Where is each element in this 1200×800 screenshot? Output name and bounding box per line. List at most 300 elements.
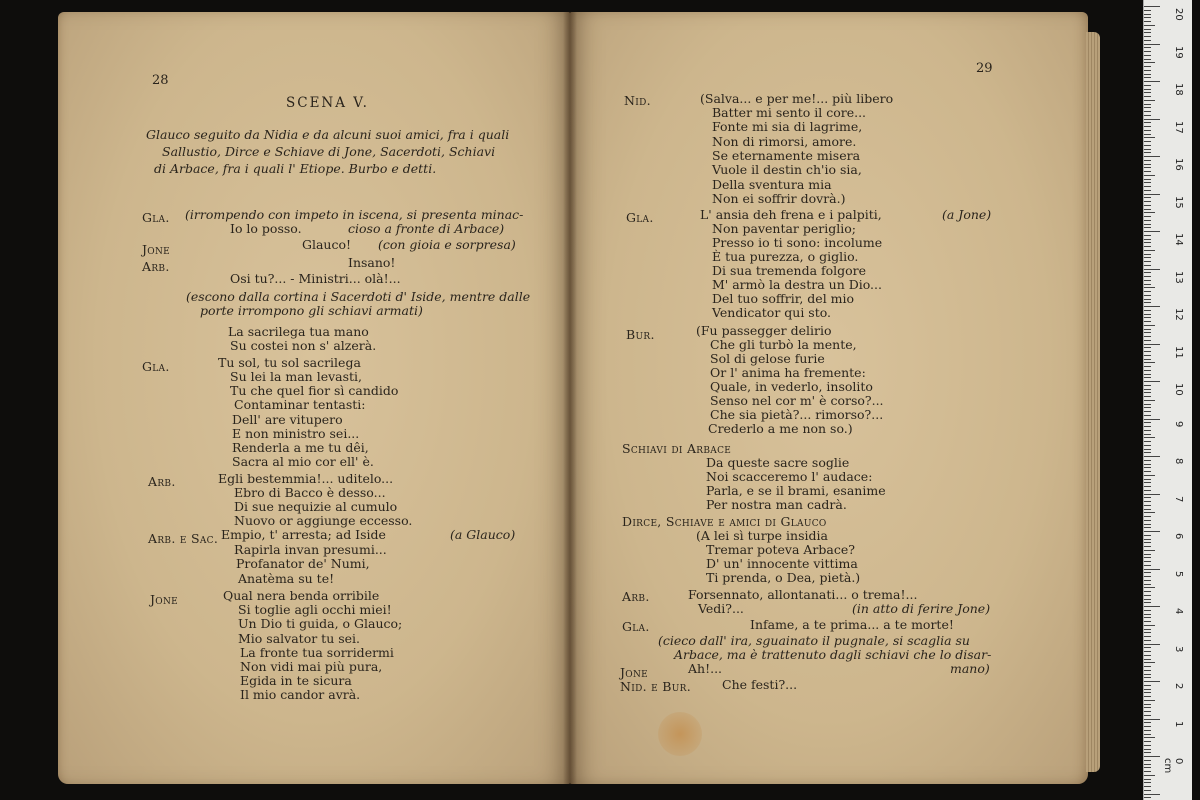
ruler-tick <box>1144 430 1151 431</box>
ruler-tick <box>1144 745 1151 746</box>
ruler-tick <box>1144 482 1151 483</box>
verse-line: Insano! <box>348 255 396 270</box>
verse-line: (A lei sì turpe insidia <box>696 528 828 543</box>
verse-line: Tu che quel fior sì candido <box>230 383 399 398</box>
speaker-label: Arb. <box>148 474 176 489</box>
ruler-number: 11 <box>1173 345 1184 359</box>
verse-line: Io lo posso. <box>230 221 302 236</box>
ruler-tick <box>1144 734 1151 735</box>
ruler-tick <box>1144 520 1151 521</box>
ruler-tick <box>1144 205 1151 206</box>
ruler-tick <box>1144 156 1160 157</box>
left-page <box>58 12 570 784</box>
ruler-tick <box>1144 194 1160 195</box>
verse-line: D' un' innocente vittima <box>706 556 858 571</box>
ruler-tick <box>1144 362 1155 363</box>
ruler-tick <box>1144 666 1151 667</box>
ruler-tick <box>1144 355 1151 356</box>
ruler-tick <box>1144 610 1151 611</box>
ruler-number: 5 <box>1173 570 1184 577</box>
ruler-tick <box>1144 77 1151 78</box>
ruler-tick <box>1144 632 1151 633</box>
ruler-tick <box>1144 460 1151 461</box>
stage-direction: (a Jone) <box>942 207 992 222</box>
stage-direction: Arbace, ma è trattenuto dagli schiavi che lo disar- <box>674 647 992 662</box>
ruler-tick <box>1144 689 1151 690</box>
ruler-tick <box>1144 602 1151 603</box>
speaker-label: Gla. <box>622 619 650 634</box>
verse-line: Noi scacceremo l' audace: <box>706 469 873 484</box>
ruler-tick <box>1144 329 1151 330</box>
ruler-tick <box>1144 36 1151 37</box>
ruler-tick <box>1144 591 1151 592</box>
ruler-tick <box>1144 479 1151 480</box>
ruler-tick <box>1144 340 1151 341</box>
verse-line: Se eternamente misera <box>712 148 861 163</box>
ruler-tick <box>1144 606 1160 607</box>
ruler-number: 8 <box>1173 458 1184 465</box>
ruler-tick <box>1144 257 1151 258</box>
ruler-tick <box>1144 332 1151 333</box>
ruler-tick <box>1144 644 1160 645</box>
ruler-tick <box>1144 74 1151 75</box>
verse-line: Vedi?... <box>698 601 744 616</box>
ruler-tick <box>1144 767 1151 768</box>
ruler-tick <box>1144 775 1155 776</box>
verse-line: Fonte mi sia di lagrime, <box>712 119 863 134</box>
page-number: 28 <box>152 73 169 88</box>
ruler-tick <box>1144 70 1151 71</box>
ruler-tick <box>1144 96 1151 97</box>
ruler-tick <box>1144 794 1160 795</box>
verse-line: Il mio candor avrà. <box>240 687 361 702</box>
verse-line: Osi tu?... - Ministri... olà!... <box>230 271 401 286</box>
verse-line: Or l' anima ha fremente: <box>710 365 866 380</box>
ruler-tick <box>1144 145 1151 146</box>
ruler-tick <box>1144 700 1155 701</box>
ruler-tick <box>1144 599 1151 600</box>
ruler-tick <box>1144 381 1160 382</box>
ruler-tick <box>1144 471 1151 472</box>
ruler-tick <box>1144 160 1151 161</box>
ruler-tick <box>1144 104 1151 105</box>
ruler-tick <box>1144 269 1160 270</box>
ruler-tick <box>1144 119 1160 120</box>
ruler-tick <box>1144 531 1160 532</box>
ruler-tick <box>1144 441 1151 442</box>
speaker-label: Arb. <box>622 589 650 604</box>
ruler-tick <box>1144 677 1151 678</box>
ruler-tick <box>1144 280 1151 281</box>
verse-line: Su lei la man levasti, <box>230 369 363 384</box>
verse-line: Egli bestemmia!... uditelo... <box>218 471 394 486</box>
ruler-tick <box>1144 404 1151 405</box>
ruler-tick <box>1144 152 1151 153</box>
verse-line: E non ministro sei... <box>232 426 360 441</box>
verse-line: Qual nera benda orribile <box>223 588 380 603</box>
stage-direction: (con gioia e sorpresa) <box>378 237 516 252</box>
verse-line: Empio, t' arresta; ad Iside <box>221 527 386 542</box>
ruler-tick <box>1144 212 1155 213</box>
ruler-tick <box>1144 276 1151 277</box>
stage-direction: (escono dalla cortina i Sacerdoti d' Iside, mentre dalle <box>186 289 531 304</box>
ruler-tick <box>1144 426 1151 427</box>
ruler-tick <box>1144 434 1151 435</box>
ruler-tick <box>1144 752 1151 753</box>
ruler-tick <box>1144 557 1151 558</box>
ruler-tick <box>1144 186 1151 187</box>
ruler-tick <box>1144 486 1151 487</box>
verse-line: M' armò la destra un Dio... <box>712 277 882 292</box>
ruler-tick <box>1144 287 1155 288</box>
ruler-tick <box>1144 284 1151 285</box>
ruler-tick <box>1144 141 1151 142</box>
ruler-tick <box>1144 107 1151 108</box>
verse-line: Nuovo or aggiunge eccesso. <box>234 513 413 528</box>
ruler-tick <box>1144 749 1151 750</box>
verse-line: Parla, e se il brami, esanime <box>706 483 886 498</box>
ruler-tick <box>1144 55 1151 56</box>
ruler-tick <box>1144 546 1151 547</box>
ruler-tick <box>1144 554 1151 555</box>
ruler-tick <box>1144 464 1151 465</box>
ruler-tick <box>1144 220 1151 221</box>
verse-line: Su costei non s' alzerà. <box>230 338 377 353</box>
ruler-tick <box>1144 171 1151 172</box>
ruler-tick <box>1144 422 1151 423</box>
speaker-label: Arb. <box>142 259 170 274</box>
ruler-tick <box>1144 32 1151 33</box>
ruler-tick <box>1144 587 1155 588</box>
ruler-tick <box>1144 175 1155 176</box>
ruler-tick <box>1144 209 1151 210</box>
verse-line: Anatèma su te! <box>238 571 335 586</box>
verse-line: Di sue nequizie al cumulo <box>234 499 398 514</box>
ruler-tick <box>1144 235 1151 236</box>
verse-line: L' ansia deh frena e i palpiti, <box>700 207 882 222</box>
ruler-tick <box>1144 614 1151 615</box>
verse-line: Di sua tremenda folgore <box>712 263 867 278</box>
ruler-tick <box>1144 415 1151 416</box>
ruler-tick <box>1144 137 1155 138</box>
ruler-tick <box>1144 629 1151 630</box>
ruler-tick <box>1144 295 1151 296</box>
ruler-tick <box>1144 306 1160 307</box>
ruler-tick <box>1144 261 1151 262</box>
ruler-tick <box>1144 385 1151 386</box>
ruler-tick <box>1144 730 1151 731</box>
stage-intro-line: di Arbace, fra i quali l' Etiope. Burbo e detti. <box>154 161 437 176</box>
verse-line: Sol di gelose furie <box>710 351 825 366</box>
ruler-tick <box>1144 321 1151 322</box>
verse-line: Presso io ti sono: incolume <box>712 235 883 250</box>
ruler-tick <box>1144 737 1155 738</box>
ruler-tick <box>1144 756 1160 757</box>
ruler-tick <box>1144 456 1160 457</box>
stage-direction: (irrompendo con impeto in iscena, si presenta minac- <box>185 207 524 222</box>
ruler-tick <box>1144 527 1151 528</box>
ruler-tick <box>1144 227 1151 228</box>
ruler-number: 7 <box>1173 495 1184 502</box>
ruler-tick <box>1144 126 1151 127</box>
book-gutter <box>563 12 577 784</box>
ruler-tick <box>1144 130 1151 131</box>
ruler-tick <box>1144 704 1151 705</box>
ruler-tick <box>1144 692 1151 693</box>
ruler-tick <box>1144 490 1151 491</box>
speaker-label: Gla. <box>626 210 654 225</box>
ruler-tick <box>1144 66 1151 67</box>
ruler-tick <box>1144 25 1155 26</box>
ruler-tick <box>1144 231 1160 232</box>
ruler-tick <box>1144 741 1151 742</box>
ruler-tick <box>1144 797 1151 798</box>
verse-line: Che sia pietà?... rimorso?... <box>710 407 884 422</box>
ruler-tick <box>1144 366 1151 367</box>
ruler-number: 15 <box>1173 195 1184 209</box>
ruler-tick <box>1144 265 1151 266</box>
ruler-tick <box>1144 711 1151 712</box>
ruler-tick <box>1144 92 1151 93</box>
ruler-tick <box>1144 449 1151 450</box>
verse-line: Da queste sacre soglie <box>706 455 850 470</box>
ruler-tick <box>1144 651 1151 652</box>
speaker-label: Gla. <box>142 359 170 374</box>
ruler-tick <box>1144 437 1155 438</box>
ruler-tick <box>1144 411 1151 412</box>
speaker-label: Arb. e Sac. <box>148 531 219 546</box>
stage-direction: (in atto di ferire Jone) <box>852 601 991 616</box>
ruler-number: 9 <box>1173 420 1184 427</box>
ruler-tick <box>1144 392 1151 393</box>
ruler-tick <box>1144 359 1151 360</box>
ruler-tick <box>1144 565 1151 566</box>
ruler-number: 10 <box>1173 383 1184 396</box>
ruler-tick <box>1144 351 1151 352</box>
ruler-tick <box>1144 250 1155 251</box>
verse-line: Glauco! <box>302 237 352 252</box>
ruler-tick <box>1144 509 1151 510</box>
verse-line: Infame, a te prima... a te morte! <box>750 617 954 632</box>
ruler-tick <box>1144 782 1151 783</box>
ruler-tick <box>1144 325 1155 326</box>
ruler-number: 14 <box>1173 233 1184 246</box>
ruler-number: 20 <box>1173 8 1184 21</box>
ruler-tick <box>1144 246 1151 247</box>
verse-line: Vendicator qui sto. <box>712 305 832 320</box>
ruler-tick <box>1144 524 1151 525</box>
ruler-tick <box>1144 59 1151 60</box>
ruler-number: 3 <box>1173 645 1184 652</box>
verse-line: Della sventura mia <box>712 177 832 192</box>
ruler-tick <box>1144 6 1160 7</box>
ruler-tick <box>1144 576 1151 577</box>
ruler-tick <box>1144 617 1151 618</box>
ruler-tick <box>1144 445 1151 446</box>
ruler-tick <box>1144 475 1155 476</box>
ruler-tick <box>1144 542 1151 543</box>
ruler-tick <box>1144 569 1160 570</box>
verse-line: Per nostra man cadrà. <box>706 497 847 512</box>
ruler-tick <box>1144 719 1160 720</box>
foxing-stain <box>658 712 702 756</box>
ruler-tick <box>1144 100 1155 101</box>
ruler-tick <box>1144 584 1151 585</box>
stage-direction: (cieco dall' ira, sguainato il pugnale, si scaglia su <box>658 633 970 648</box>
ruler-number: 17 <box>1173 120 1184 134</box>
ruler-tick <box>1144 516 1151 517</box>
verse-line: Tu sol, tu sol sacrilega <box>218 355 361 370</box>
ruler-tick <box>1144 10 1151 11</box>
ruler-tick <box>1144 764 1151 765</box>
speaker-label: Gla. <box>142 210 170 225</box>
ruler-tick <box>1144 81 1160 82</box>
ruler-tick <box>1144 636 1151 637</box>
ruler-tick <box>1144 407 1151 408</box>
ruler-number: 16 <box>1173 158 1184 171</box>
verse-line: Senso nel cor m' è corso?... <box>710 393 884 408</box>
ruler-tick <box>1144 29 1151 30</box>
ruler-number: 1 <box>1173 720 1184 727</box>
ruler-tick <box>1144 242 1151 243</box>
ruler-tick <box>1144 715 1151 716</box>
ruler-tick <box>1144 501 1151 502</box>
verse-line: Del tuo soffrir, del mio <box>712 291 855 306</box>
ruler-number: 6 <box>1173 533 1184 540</box>
ruler-tick <box>1144 51 1151 52</box>
ruler-tick <box>1144 662 1155 663</box>
scene-title: SCENA V. <box>286 95 369 111</box>
speaker-label: Jone <box>620 665 649 680</box>
ruler-tick <box>1144 347 1151 348</box>
ruler-tick <box>1144 310 1151 311</box>
ruler-tick <box>1144 674 1151 675</box>
ruler-tick <box>1144 497 1151 498</box>
ruler-tick <box>1144 377 1151 378</box>
verse-line: Non di rimorsi, amore. <box>712 134 857 149</box>
ruler-tick <box>1144 224 1151 225</box>
ruler-tick <box>1144 779 1151 780</box>
stage-direction: mano) <box>950 661 990 676</box>
verse-line: Ti prenda, o Dea, pietà.) <box>706 570 861 585</box>
ruler-tick <box>1144 621 1151 622</box>
verse-line: Mio salvator tu sei. <box>238 631 361 646</box>
ruler-tick <box>1144 535 1151 536</box>
ruler-tick <box>1144 561 1151 562</box>
ruler-tick <box>1144 239 1151 240</box>
verse-line: Sacra al mio cor ell' è. <box>232 454 374 469</box>
ruler-tick <box>1144 790 1151 791</box>
ruler-tick <box>1144 167 1151 168</box>
ruler-tick <box>1144 771 1151 772</box>
verse-line: La sacrilega tua mano <box>228 324 369 339</box>
stage-intro-line: Sallustio, Dirce e Schiave di Jone, Sacerdoti, Schiavi <box>162 144 496 159</box>
verse-line: Che gli turbò la mente, <box>710 337 857 352</box>
ruler-tick <box>1144 419 1160 420</box>
verse-line: Si toglie agli occhi miei! <box>238 602 392 617</box>
ruler-tick <box>1144 111 1151 112</box>
speaker-label: Dirce, Schiave e amici di Glauco <box>622 514 827 529</box>
ruler-number: 19 <box>1173 45 1184 59</box>
ruler-tick <box>1144 659 1151 660</box>
ruler-tick <box>1144 299 1151 300</box>
ruler-tick <box>1144 17 1151 18</box>
ruler-tick <box>1144 760 1151 761</box>
ruler-tick <box>1144 62 1155 63</box>
verse-line: Renderla a me tu dêi, <box>232 440 369 455</box>
ruler-tick <box>1144 396 1151 397</box>
verse-line: Batter mi sento il core... <box>712 105 867 120</box>
ruler-tick <box>1144 374 1151 375</box>
ruler-number: 13 <box>1173 270 1184 284</box>
ruler-tick <box>1144 572 1151 573</box>
ruler-tick <box>1144 580 1151 581</box>
speaker-label: Nid. e Bur. <box>620 679 692 694</box>
verse-line: Non paventar periglio; <box>712 221 856 236</box>
ruler-tick <box>1144 317 1151 318</box>
speaker-label: Bur. <box>626 327 655 342</box>
stage-direction: porte irrompono gli schiavi armati) <box>200 303 423 318</box>
verse-line: Non ei soffrir dovrà.) <box>712 191 846 206</box>
verse-line: Egida in te sicura <box>240 673 352 688</box>
ruler-tick <box>1144 494 1160 495</box>
stage-direction: cioso a fronte di Arbace) <box>348 221 505 236</box>
ruler-tick <box>1144 254 1151 255</box>
ruler-tick <box>1144 505 1151 506</box>
ruler-tick <box>1144 291 1151 292</box>
ruler-tick <box>1144 467 1151 468</box>
verse-line: Vuole il destin ch'io sia, <box>712 162 862 177</box>
ruler-tick <box>1144 44 1160 45</box>
ruler-number: 12 <box>1173 308 1184 321</box>
ruler-tick <box>1144 625 1155 626</box>
ruler-tick <box>1144 389 1151 390</box>
ruler-tick <box>1144 722 1151 723</box>
verse-line: Ah!... <box>688 661 723 676</box>
speaker-label: Jone <box>150 592 179 607</box>
ruler-tick <box>1144 647 1151 648</box>
ruler-tick <box>1144 164 1151 165</box>
verse-line: Crederlo a me non so.) <box>708 421 853 436</box>
verse-line: (Fu passegger delirio <box>696 323 832 338</box>
ruler-tick <box>1144 344 1160 345</box>
verse-line: Ebro di Bacco è desso... <box>234 485 386 500</box>
verse-line: Un Dio ti guida, o Glauco; <box>238 616 403 631</box>
ruler-tick <box>1144 122 1151 123</box>
right-page <box>570 12 1088 784</box>
open-book <box>58 12 1088 784</box>
verse-line: Forsennato, allontanati... o trema!... <box>688 587 918 602</box>
verse-line: Quale, in vederlo, insolito <box>710 379 873 394</box>
verse-line: Rapirla invan presumi... <box>234 542 387 557</box>
ruler-tick <box>1144 149 1151 150</box>
verse-line: Che festi?... <box>722 677 798 692</box>
speaker-label: Nid. <box>624 93 651 108</box>
verse-line: Contaminar tentasti: <box>234 397 366 412</box>
ruler-tick <box>1144 201 1151 202</box>
stage-direction: (a Glauco) <box>450 527 516 542</box>
ruler-tick <box>1144 21 1151 22</box>
verse-line: La fronte tua sorridermi <box>240 645 394 660</box>
ruler-tick <box>1144 707 1151 708</box>
verse-line: Profanator de' Numi, <box>236 556 370 571</box>
speaker-label: Jone <box>142 242 171 257</box>
ruler-number: 18 <box>1173 83 1184 96</box>
verse-line: (Salva... e per me!... più libero <box>700 91 894 106</box>
verse-line: Non vidi mai più pura, <box>240 659 383 674</box>
ruler-tick <box>1144 40 1151 41</box>
verse-line: È tua purezza, o giglio. <box>712 249 859 264</box>
